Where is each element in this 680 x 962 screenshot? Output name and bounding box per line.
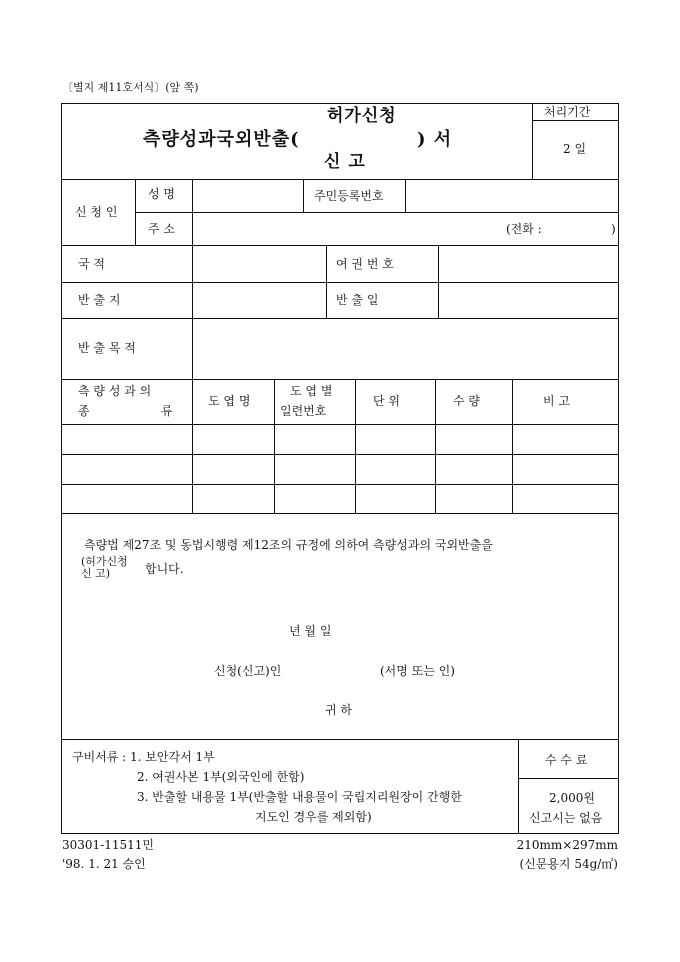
row-line	[61, 282, 619, 283]
title-main: 측량성과국외반출(	[143, 129, 300, 150]
fee-note: 신고시는 없음	[529, 811, 603, 825]
fee-label: 수 수 료	[545, 753, 588, 767]
statement-end: 합니다.	[145, 562, 184, 576]
frame-bottom	[61, 833, 619, 834]
row-line	[61, 513, 619, 514]
required-doc-3: 3. 반출할 내용물 1부(반출할 내용물이 국립지리원장이 간행한	[137, 790, 462, 804]
processing-label: 처리기간	[544, 105, 591, 119]
row-line	[61, 245, 619, 246]
paper-type: (신문용지 54g/㎡)	[519, 857, 618, 871]
export-purpose-label: 반 출 목 적	[78, 341, 136, 355]
row-line	[135, 212, 619, 213]
col-line	[192, 179, 193, 513]
unit-header: 단 위	[373, 394, 400, 408]
row-line	[518, 778, 619, 779]
name-label: 성 명	[148, 187, 175, 201]
row-line	[61, 318, 619, 319]
title-report: 신 고	[324, 152, 366, 172]
row-line	[61, 454, 619, 455]
col-line	[274, 379, 275, 513]
survey-type-header-2b: 류	[161, 404, 173, 418]
col-line	[303, 179, 304, 213]
date-line: 년 월 일	[289, 624, 332, 638]
processing-value: 2 일	[563, 142, 587, 156]
col-line	[135, 179, 136, 246]
nationality-label: 국 적	[78, 257, 105, 271]
address-label: 주 소	[148, 222, 175, 236]
required-docs-label: 구비서류 : 1. 보안각서 1부	[72, 750, 215, 764]
phone-close: )	[611, 222, 616, 236]
col-line	[518, 739, 519, 834]
sheet-name-header: 도 엽 명	[208, 394, 251, 408]
applicant-sign-label: 신청(신고)인	[214, 664, 282, 678]
survey-type-header: 측 량 성 과 의	[78, 384, 152, 398]
addressee: 귀 하	[325, 703, 352, 717]
survey-type-header-2a: 종	[78, 404, 90, 418]
row-line	[532, 120, 619, 121]
statement-report: 신 고)	[81, 567, 111, 580]
remarks-header: 비 고	[543, 394, 570, 408]
frame-left	[61, 103, 62, 834]
row-line	[61, 739, 619, 740]
form-code: 30301-11511민	[62, 838, 154, 852]
approval-date: '98. 1. 21 승인	[62, 857, 146, 871]
row-line	[61, 379, 619, 380]
statement-line1: 측량법 제27조 및 동법시행령 제12조의 규정에 의하여 측량성과의 국외반출을	[84, 538, 493, 552]
statement-permit: (허가신청	[81, 555, 128, 568]
title-permit: 허가신청	[327, 106, 397, 126]
fee-amount: 2,000원	[549, 791, 595, 805]
paper-size: 210mm×297mm	[516, 838, 618, 852]
col-line	[326, 245, 327, 319]
resident-id-label: 주민등록번호	[314, 189, 384, 203]
col-line	[435, 379, 436, 513]
passport-label: 여 권 번 호	[336, 257, 394, 271]
row-line	[61, 179, 619, 180]
title-suffix: ) 서	[417, 129, 453, 150]
export-date-label: 반 출 일	[336, 293, 379, 307]
required-doc-3-cont: 지도인 경우를 제외함)	[255, 810, 372, 824]
required-doc-2: 2. 여권사본 1부(외국인에 한함)	[137, 770, 305, 784]
row-line	[61, 424, 619, 425]
form-number: 〔별지 제11호서식〕(앞 쪽)	[62, 81, 199, 94]
col-line	[438, 245, 439, 319]
col-line	[405, 179, 406, 213]
phone-label: (전화 :	[506, 222, 542, 236]
quantity-header: 수 량	[453, 394, 480, 408]
col-line	[532, 103, 533, 180]
row-line	[61, 484, 619, 485]
applicant-label: 신 청 인	[75, 205, 118, 219]
col-line	[512, 379, 513, 513]
col-line	[355, 379, 356, 513]
frame-top	[61, 103, 619, 104]
serial-header: 도 엽 별	[290, 384, 333, 398]
serial-header-2: 일련번호	[280, 404, 327, 418]
export-place-label: 반 출 지	[78, 293, 121, 307]
signature-label: (서명 또는 인)	[380, 664, 455, 678]
